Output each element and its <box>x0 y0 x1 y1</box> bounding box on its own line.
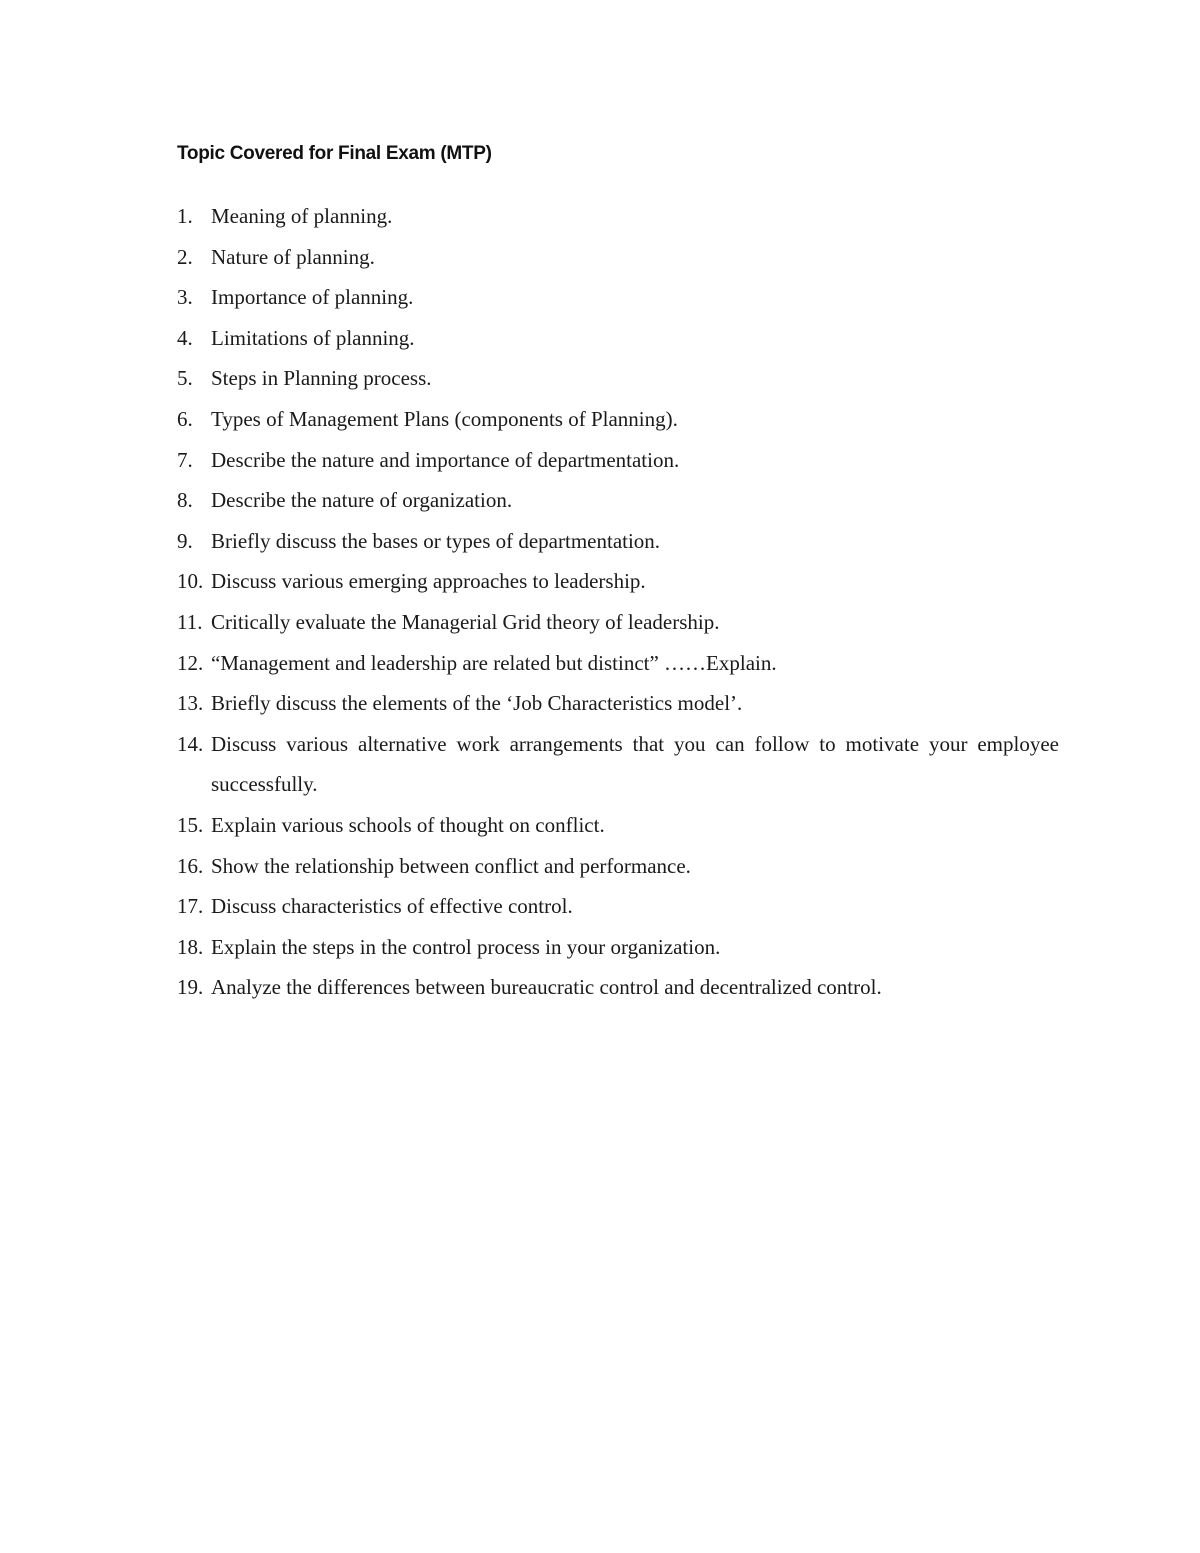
list-item <box>177 480 1059 521</box>
list-item <box>177 399 1059 440</box>
item-number: 18. <box>177 934 204 959</box>
item-number: 3. <box>177 285 193 310</box>
item-text: Discuss various alternative work arrangements that you can follow to motivate your employee successfully. <box>211 731 1059 797</box>
item-text: Discuss characteristics of effective control. <box>211 894 573 919</box>
item-number: 14. <box>177 731 204 756</box>
item-text: Steps in Planning process. <box>211 366 432 391</box>
list-item <box>177 927 1059 968</box>
list-item <box>177 358 1059 399</box>
item-number: 8. <box>177 488 193 513</box>
list-item <box>177 805 1059 846</box>
list-item <box>177 602 1059 643</box>
item-text: Discuss various emerging approaches to leadership. <box>211 569 646 594</box>
item-number: 4. <box>177 325 193 350</box>
item-text: Importance of planning. <box>211 285 414 310</box>
item-number: 7. <box>177 447 193 472</box>
item-text: Briefly discuss the bases or types of departmentation. <box>211 528 661 553</box>
item-number: 15. <box>177 812 204 837</box>
item-text: Explain various schools of thought on conflict. <box>211 812 605 837</box>
list-item <box>177 886 1059 927</box>
list-item <box>177 196 1059 237</box>
topic-list <box>177 196 1059 1008</box>
list-item <box>177 277 1059 318</box>
item-number: 9. <box>177 528 193 553</box>
item-number: 12. <box>177 650 204 675</box>
list-item <box>177 967 1059 1008</box>
list-item <box>177 237 1059 278</box>
item-number: 17. <box>177 894 204 919</box>
item-number: 11. <box>177 609 203 634</box>
item-text: Show the relationship between conflict and performance. <box>211 853 691 878</box>
item-text: Describe the nature and importance of departmentation. <box>211 447 680 472</box>
item-text: “Management and leadership are related but distinct” ……Explain. <box>211 650 777 675</box>
list-item <box>177 724 1059 805</box>
item-text: Briefly discuss the elements of the ‘Job Characteristics model’. <box>211 691 743 716</box>
item-number: 16. <box>177 853 204 878</box>
list-item <box>177 318 1059 359</box>
list-item <box>177 643 1059 684</box>
item-text: Types of Management Plans (components of Planning). <box>211 406 678 431</box>
item-number: 13. <box>177 691 204 716</box>
list-item <box>177 521 1059 562</box>
item-text: Analyze the differences between bureaucratic control and decentralized control. <box>211 975 882 1000</box>
item-text: Describe the nature of organization. <box>211 488 513 513</box>
item-number: 1. <box>177 204 193 228</box>
item-text: Meaning of planning. <box>211 204 393 228</box>
item-number: 19. <box>177 975 204 1000</box>
item-text: Nature of planning. <box>211 244 375 269</box>
list-item <box>177 440 1059 481</box>
list-item <box>177 683 1059 724</box>
document-title: Topic Covered for Final Exam (MTP) <box>177 143 492 164</box>
item-number: 10. <box>177 569 204 594</box>
item-text: Explain the steps in the control process in your organization. <box>211 934 721 959</box>
item-number: 5. <box>177 366 193 391</box>
list-item <box>177 561 1059 602</box>
item-text: Limitations of planning. <box>211 325 415 350</box>
item-number: 6. <box>177 406 193 431</box>
item-number: 2. <box>177 244 193 269</box>
list-item <box>177 846 1059 887</box>
item-text: Critically evaluate the Managerial Grid theory of leadership. <box>211 609 720 634</box>
